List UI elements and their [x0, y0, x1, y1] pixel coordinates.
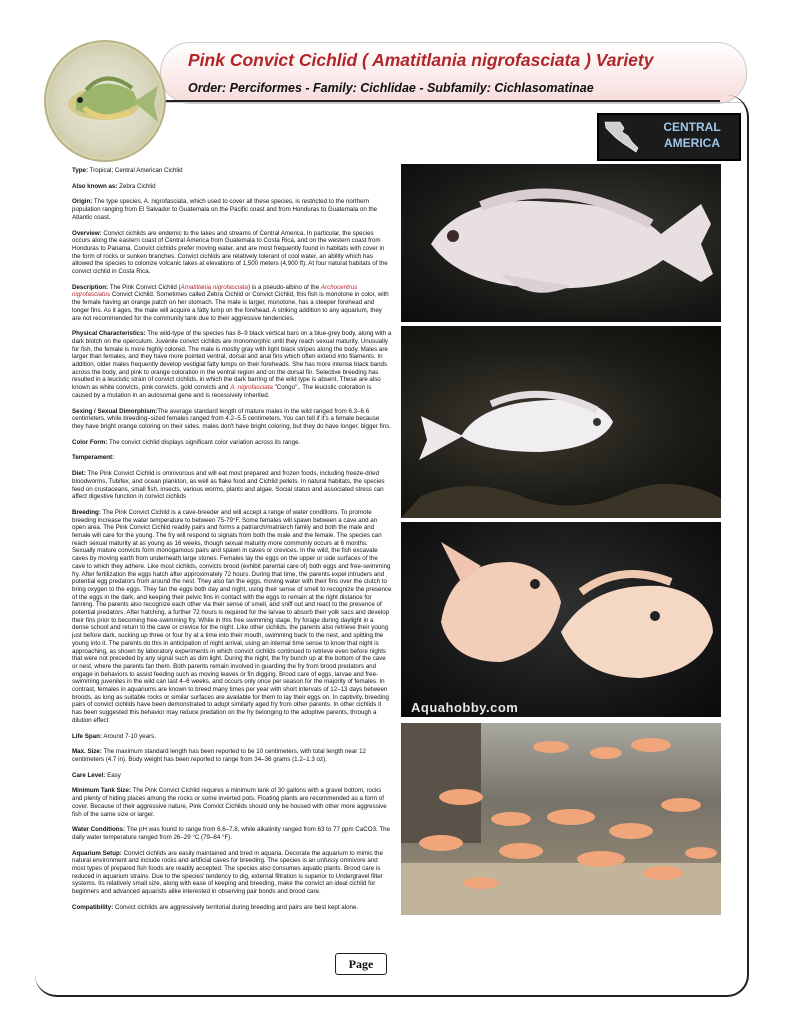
- breeding-text: The Pink Convict Cichlid is a cave-breeder and will accept a range of water conditions. To promote breeding increase the water temperature to between 75-79°F. Some females will spawn between a cave and an open area. The Pink Convict Cichlid readily pairs and forms a patriarch/matriarch family and both the male and female will care for the young. The fry will respond to signals from both the male and the female. The species can reach sexual maturity at as young as 16 weeks, though sexual maturity more commonly occurs at 6 months. Sexually mature convicts form monogamous pairs and spawn in caves or crevices. In the wild, the fish excavate caves by moving earth from underneath large stones. Females lay the eggs on the upper or side surfaces of the cave to which they adhere. Like most cichlids, convicts brood (exhibit parental care of) both eggs and free-swimming fry. After fertilization the eggs hatch after approximately 72 hours. During that time, the parents expel intruders and potential egg predators from around the nest. They also fan the eggs, moving water with their fins over the clutch to bring oxygen to the eggs. They fan the eggs both day and night, using their sense of smell to recognize the presence of the eggs in the dark, and keeping their pelvic fins in contact with the eggs to remain at the right distance for fanning. The parents also recognize each other via their sense of smell, and sniff out and react to the presence of potential predators. After hatching, a further 72 hours is required for the larvae to absorb their yolk sacs and develop their fins prior to becoming free-swimming fry. While in this free swimming stage, fry forage during daylight in a dense school and return to the cave or crevice for the night. Like other cichlids, the parents also retrieve their young just before dark, sucking up three or four fry at a time into their mouth, swimming back to the nest, and spitting the young into it. The parents do this in anticipation of night arrival, using an internal time sense to know that night is approaching, as shown by laboratory experiments in which convict cichlids continued to retrieve even before nights that were not preceded by any signal such as dim light. During the night, the fry bunch up at the bottom of the cave or nest, where the parents fan them. Both parents remain involved in guarding the fry from brood predators and engage in behaviors to assist feeding such as moving leaves or fin digging. Brood care of eggs, larvae and free-swimming juveniles in the wild can last 4–6 weeks, and occurs only once per season for the majority of females. In contrast, females in aquariums are known to breed many times per year with short intervals of 12–13 days between broods, as long as suitable rocks or similar surfaces are available for them to lay their eggs on. In captivity, breeding pairs of convict cichlids have been demonstrated to adopt similarly aged fry from other parents. In other cichlids it has been suggested this behavior may reduce predation on the fry belonging to the adoptive parents, through a dilution effect: [72, 508, 392, 724]
- fish-photo-1: [401, 164, 721, 322]
- setup-label: Aquarium Setup:: [72, 849, 122, 857]
- care-label: Care Level:: [72, 771, 106, 779]
- sexing-paragraph: [72, 408, 392, 431]
- physical-paragraph: [72, 330, 392, 399]
- care-text: Easy: [107, 771, 121, 779]
- water-label: Water Conditions:: [72, 826, 126, 834]
- page-title: Pink Convict Cichlid ( Amatitlania nigrofasciata ) Variety: [188, 50, 654, 70]
- type-label: Type:: [72, 167, 89, 174]
- color-paragraph: [72, 439, 392, 447]
- physical-label: Physical Characteristics:: [72, 330, 146, 338]
- setup-paragraph: [72, 850, 392, 896]
- fish-photo-2-image: [401, 326, 721, 518]
- origin-paragraph: [72, 198, 392, 221]
- fish-logo-image: [46, 42, 164, 160]
- fish-photo-4: [401, 723, 721, 915]
- description-text-a: The Pink Convict Cichlid (: [109, 283, 181, 291]
- genus-name-link: Archocentrus nigrofasciatus: [72, 283, 358, 299]
- tank-paragraph: [72, 787, 392, 818]
- setup-text: Convict cichlids are easily maintained and bred in aquaria. Decorate the aquarium to mimic the natural environment and include rocks and artificial caves for breeding. The species is an unfussy omnivore and most types of prepared fish foods are readily accepted. The species also consumes aquatic plants. Brood care is reduced in aquarium strains. Due to the species' tendency to dig, external filtration is superior to Undergravel filter systems. Its relatively small size, along with ease of keeping and breeding, make the convict an ideal cichlid for beginners and advanced aquarists alike interested in observing pair bonds and brood care.: [72, 849, 383, 896]
- compat-text: Convict cichlids are aggressively territorial during breeding and pairs are best kept alone.: [114, 903, 359, 911]
- compat-paragraph: [72, 904, 392, 912]
- fish-photo-2: [401, 326, 721, 518]
- page-number-box: Page: [335, 953, 387, 975]
- color-text: The convict cichlid displays significant color variation across its range.: [109, 438, 301, 446]
- central-america-map-icon: [602, 118, 642, 156]
- fish-photo-3-image: [401, 522, 721, 717]
- description-paragraph: [72, 284, 392, 323]
- sexing-label: Sexing / Sexual Dimorphism:: [72, 407, 158, 415]
- aka-paragraph: [72, 183, 392, 191]
- maxsize-text: The maximum standard length has been reported to be 10 centimeters, with total length near 12 centimeters (4.7 in). Body weight has been reported to range from 34–36 grams (1.2–1.3 oz).: [72, 748, 366, 763]
- fish-photo-3: [401, 522, 721, 717]
- taxonomy-subtitle: Order: Perciformes - Family: Cichlidae - Subfamily: Cichlasomatinae: [188, 81, 594, 95]
- type-text: Tropical; Central American Cichlid: [89, 167, 183, 174]
- region-label: [647, 119, 737, 151]
- photo-watermark: Aquahobby.com: [411, 700, 519, 715]
- region-line1: CENTRAL: [663, 120, 721, 134]
- description-text-b: ) is a pseudo-albino of the: [247, 283, 321, 291]
- sexing-text: The average standard length of mature males in the wild ranged from 6.3–6.6 centimeters, while breeding–sized females ranged from 4.2–5.5 centimeters. You can tell if it's a female because they have bright orange coloring on their sides. males don't have bright coloring, but they do have longer, bigger fins.: [72, 407, 392, 430]
- temperament-paragraph: [72, 454, 392, 462]
- description-label: Description:: [72, 283, 109, 291]
- physical-italic: A. nigrofasciata: [230, 384, 273, 392]
- region-line2: AMERICA: [664, 136, 720, 150]
- water-text: The pH was found to range from 6.6–7.8, while alkalinity ranged from 63 to 77 ppm CaCO3. The daily water temperature ranged from 26–29 °C (79–84 °F).: [72, 826, 390, 841]
- fish-photo-4-image: [401, 723, 721, 915]
- water-paragraph: [72, 826, 392, 841]
- fish-photo-1-image: [401, 164, 721, 322]
- article-body: [72, 167, 392, 920]
- overview-text: Convict cichlids are endemic to the lakes and streams of Central America. In particular, the species occurs along the eastern coast of Central America from Guatemala to Costa Rica, and on the western coast from Honduras to Panama. Convict cichlids prefer moving water, and are most frequently found in habitats with cover in the form of rocks or sunken branches. Convict cichlids are relatively tolerant of cool water, an ability which has allowed the species to colonize volcanic lakes at elevations of 1,500 meters (4,900 ft). At four natural habitats of the convict cichlid in Costa Rica.: [72, 229, 388, 276]
- tank-label: Minimum Tank Size:: [72, 787, 132, 795]
- tank-text: The Pink Convict Cichlid requires a minimum tank of 30 gallons with a gravel bottom, rocks and plenty of hiding places among the rocks or some inverted pots. Floating plants are recommended as a form of cover. Because of their aggressive nature, Pink Convict Cichlids should only be housed with other more aggressive fish of the same size or larger.: [72, 787, 387, 818]
- color-label: Color Form:: [72, 438, 108, 446]
- care-paragraph: [72, 772, 392, 780]
- type-paragraph: [72, 167, 392, 175]
- lifespan-text: Around 7-10 years.: [103, 732, 156, 740]
- diet-label: Diet:: [72, 470, 86, 478]
- description-text-c: Convict Cichlid. Sometimes called Zebra Cichlid or Convict Cichlid, this fish is monotone in color, with the female having an orange patch on her stomach. The male is larger, monotone, has a steeper forehead and longer fins. As it ages, the male will acquire a fatty lump on the forehead. A striking addition to any aquarium, they are not recommended for the community tank due to their aggressive tendencies.: [72, 291, 389, 322]
- maxsize-paragraph: [72, 748, 392, 763]
- breeding-paragraph: [72, 509, 392, 725]
- page-frame-top: [160, 100, 720, 102]
- origin-label: Origin:: [72, 198, 93, 206]
- compat-label: Compatibility:: [72, 903, 114, 911]
- diet-text: The Pink Convict Cichlid is omnivorous and will eat most prepared and frozen foods, including freeze-dried bloodworms, Tubifex, and ocean plankton, as well as flake food and Cichlid pellets. In natural habitats, the species feed on crustaceans, small fish, insects, various worms, plants and algae. Social status and associated stress can affect digestive function in convict cichlids: [72, 470, 385, 501]
- physical-text-a: The wild-type of the species has 8–9 black vertical bars on a blue-grey body, along with a dark blotch on the operculum. Juvenile convict cichlids are monomorphic until they reach sexual maturity. Unusually for fish, the female is more highly colored. The male is mostly gray with light black stripes along the body. Males are larger than females, and they have more pointed ventral, dorsal and anal fins which often extend into filaments. In addition, older males frequently develop vestigial fatty lumps on their foreheads. She has more intense black bands across the body, and pink to orange coloration in the ventral region and on the dorsal fin. Selective breeding has resulted in a leucistic strain of convict cichlids, in which the dark barring of the wild type is absent. These are also known as white convicts, pink convicts, gold convicts and: [72, 330, 392, 392]
- lifespan-paragraph: [72, 733, 392, 741]
- fish-logo: [44, 40, 166, 162]
- overview-label: Overview:: [72, 229, 102, 237]
- region-badge: [597, 113, 741, 161]
- physical-text-b: "Congo".. The leucistic coloration is caused by a mutation in an autosomal gene and is recessively inherited.: [72, 384, 372, 399]
- temperament-label: Temperament:: [72, 454, 115, 462]
- diet-paragraph: [72, 470, 392, 501]
- overview-paragraph: [72, 230, 392, 276]
- origin-text: The type species, A. nigrofasciata, which used to cover all these species, is restricted to the northern population ranging from El Salvador to Guatemala on the Pacific coast and from Honduras to Guatemala on the Atlantic coast.: [72, 198, 378, 221]
- maxsize-label: Max. Size:: [72, 748, 102, 756]
- breeding-label: Breeding:: [72, 508, 101, 516]
- aka-label: Also known as:: [72, 182, 118, 190]
- species-name-link: Amatitlania nigrofasciata: [180, 283, 248, 291]
- aka-text: Zebra Cichlid: [119, 182, 156, 190]
- lifespan-label: Life Span:: [72, 732, 102, 740]
